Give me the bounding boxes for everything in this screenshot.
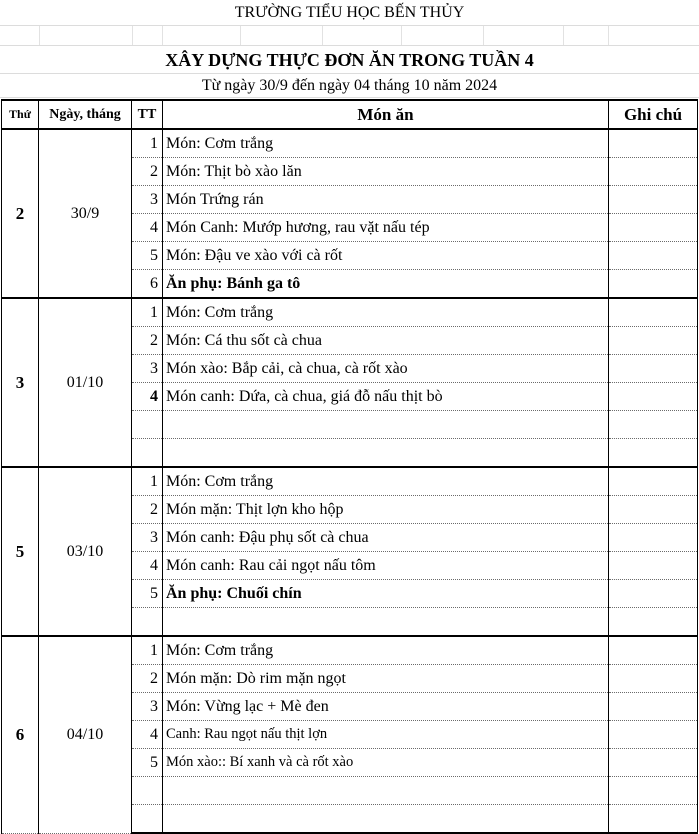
note-cell [609,665,698,693]
note-cell [609,552,698,580]
tt-cell: 2 [132,158,163,186]
dish-cell: Món canh: Dứa, cà chua, giá đỗ nấu thịt bò [163,383,609,411]
note-cell [609,467,698,496]
tt-cell [132,777,163,805]
note-cell [609,693,698,721]
menu-body [2,129,698,833]
dish-cell: Món: Vừng lạc + Mè đen [163,693,609,721]
note-cell [609,496,698,524]
note-cell [609,608,698,637]
note-cell [609,749,698,777]
dish-cell: Món: Cơm trắng [163,467,609,496]
note-cell [609,580,698,608]
tt-cell: 5 [132,580,163,608]
dish-cell [163,608,609,637]
note-cell [609,355,698,383]
dish-cell: Món xào: Bắp cải, cà chua, cà rốt xào [163,355,609,383]
day-cell: 6 [2,636,39,833]
dish-cell: Món canh: Đậu phụ sốt cà chua [163,524,609,552]
tt-cell: 3 [132,355,163,383]
date-cell: 30/9 [39,129,132,298]
dish-cell: Món mặn: Thịt lợn kho hộp [163,496,609,524]
table-row [2,298,698,327]
page-title-text: XÂY DỰNG THỰC ĐƠN ĂN TRONG TUẦN 4 [165,50,534,70]
note-cell [609,270,698,299]
header-ngay: Ngày, tháng [39,100,132,129]
date-range-text: Từ ngày 30/9 đến ngày 04 tháng 10 năm 2024 [201,77,498,94]
tt-cell [132,805,163,834]
tt-cell [132,411,163,439]
tt-cell: 3 [132,693,163,721]
note-cell [609,805,698,834]
dish-cell: Món mặn: Dò rim mặn ngọt [163,665,609,693]
dish-cell: Món: Cơm trắng [163,129,609,158]
note-cell [609,327,698,355]
dish-cell: Món: Cá thu sốt cà chua [163,327,609,355]
tt-cell: 1 [132,636,163,665]
dish-cell: Ăn phụ: Chuối chín [163,580,609,608]
gridline [162,26,163,45]
table-row [2,467,698,496]
note-cell [609,214,698,242]
tt-cell: 5 [132,749,163,777]
date-cell: 04/10 [39,636,132,833]
header-row [2,100,698,129]
tt-cell: 2 [132,665,163,693]
tt-cell: 4 [132,383,163,411]
blank-row [0,26,699,46]
header-tt: TT [132,100,163,129]
header-thu: Thứ [2,100,39,129]
gridline [132,26,133,45]
tt-cell: 2 [132,327,163,355]
note-cell [609,242,698,270]
dish-cell: Món xào:: Bí xanh và cà rốt xào [163,749,609,777]
note-cell [609,721,698,749]
tt-cell: 1 [132,298,163,327]
day-cell: 3 [2,298,39,467]
gridline [563,26,564,45]
dish-cell [163,805,609,834]
date-cell: 01/10 [39,298,132,467]
table-row [2,129,698,158]
day-cell: 5 [2,467,39,636]
tt-cell: 2 [132,496,163,524]
note-cell [609,777,698,805]
dish-cell [163,439,609,468]
date-range [0,74,699,98]
dish-cell [163,777,609,805]
dish-cell: Món canh: Rau cải ngọt nấu tôm [163,552,609,580]
table-row [2,636,698,665]
tt-cell [132,608,163,637]
dish-cell: Canh: Rau ngọt nấu thịt lợn [163,721,609,749]
dish-cell: Món Canh: Mướp hương, rau vặt nấu tép [163,214,609,242]
gridline [608,26,609,45]
note-cell [609,129,698,158]
tt-cell: 4 [132,552,163,580]
dish-cell: Ăn phụ: Bánh ga tô [163,270,609,299]
tt-cell [132,439,163,468]
tt-cell: 5 [132,242,163,270]
tt-cell: 1 [132,467,163,496]
dish-cell: Món: Cơm trắng [163,636,609,665]
note-cell [609,158,698,186]
tt-cell: 4 [132,721,163,749]
gridline [401,26,402,45]
page-title [0,46,699,74]
note-cell [609,298,698,327]
header-ghichu: Ghi chú [609,100,698,129]
gridline [39,26,40,45]
day-cell: 2 [2,129,39,298]
dish-cell: Món Trứng rán [163,186,609,214]
tt-cell: 4 [132,214,163,242]
gridline [483,26,484,45]
dish-cell: Món: Đậu ve xào với cà rốt [163,242,609,270]
dish-cell [163,411,609,439]
note-cell [609,411,698,439]
tt-cell: 6 [132,270,163,299]
dish-cell: Món: Thịt bò xào lăn [163,158,609,186]
school-name [0,0,699,26]
note-cell [609,439,698,468]
menu-table [1,99,698,834]
note-cell [609,524,698,552]
note-cell [609,186,698,214]
tt-cell: 3 [132,186,163,214]
gridline [322,26,323,45]
dish-cell: Món: Cơm trắng [163,298,609,327]
date-cell: 03/10 [39,467,132,636]
gridline [240,26,241,45]
header-mon: Món ăn [163,100,609,129]
note-cell [609,636,698,665]
tt-cell: 1 [132,129,163,158]
note-cell [609,383,698,411]
tt-cell: 3 [132,524,163,552]
school-name-text: TRƯỜNG TIỂU HỌC BẾN THỦY [234,4,465,21]
